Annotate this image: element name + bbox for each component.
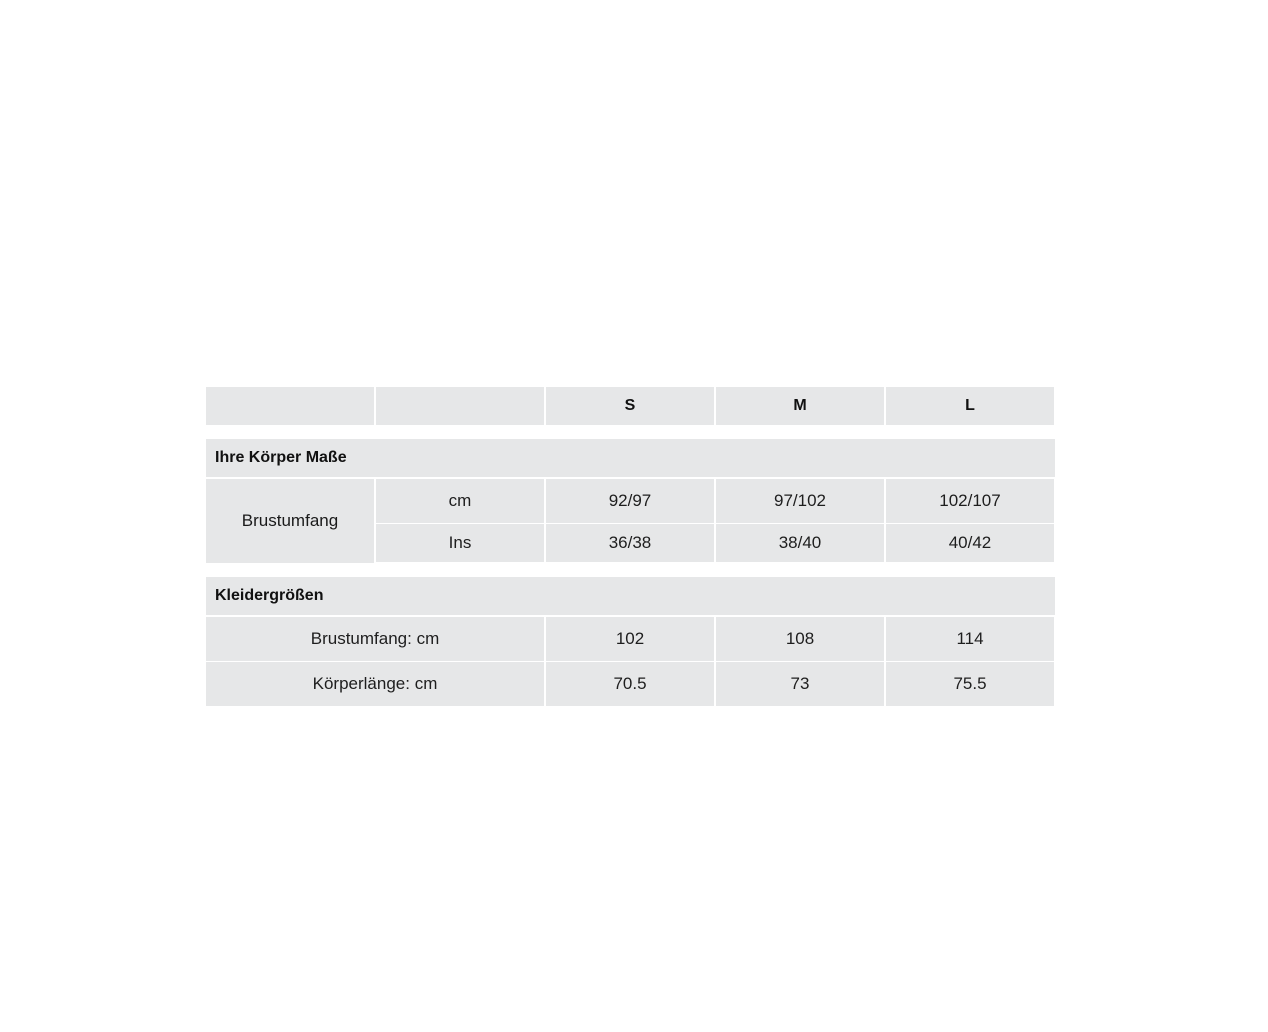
header-size-l: L: [886, 387, 1054, 425]
value-cell: 114: [886, 617, 1054, 661]
section-title-body-measurements: Ihre Körper Maße: [206, 439, 1055, 477]
value-cell: 40/42: [886, 524, 1054, 562]
header-empty-cell: [376, 387, 544, 425]
unit-cell: Ins: [376, 524, 544, 562]
value-cell: 108: [716, 617, 884, 661]
value-cell: 38/40: [716, 524, 884, 562]
value-cell: 97/102: [716, 479, 884, 523]
row-label: Brustumfang: cm: [206, 617, 544, 661]
value-cell: 36/38: [546, 524, 714, 562]
value-cell: 102/107: [886, 479, 1054, 523]
table-row: [374, 479, 1054, 523]
header-size-m: M: [716, 387, 884, 425]
value-cell: 73: [716, 662, 884, 706]
table-header-row: [206, 387, 1055, 425]
header-size-s: S: [546, 387, 714, 425]
value-cell: 102: [546, 617, 714, 661]
table-row: [374, 524, 1054, 562]
value-cell: 92/97: [546, 479, 714, 523]
row-label-brustumfang: Brustumfang: [206, 479, 374, 563]
value-cell: 75.5: [886, 662, 1054, 706]
unit-cell: cm: [376, 479, 544, 523]
row-label: Körperlänge: cm: [206, 662, 544, 706]
header-empty-cell: [206, 387, 374, 425]
value-cell: 70.5: [546, 662, 714, 706]
body-measurements-block: [206, 479, 1055, 563]
size-chart-table: [206, 387, 1055, 706]
table-row: [206, 617, 1055, 661]
table-row: [206, 662, 1055, 706]
section-title-garment-sizes: Kleidergrößen: [206, 577, 1055, 615]
